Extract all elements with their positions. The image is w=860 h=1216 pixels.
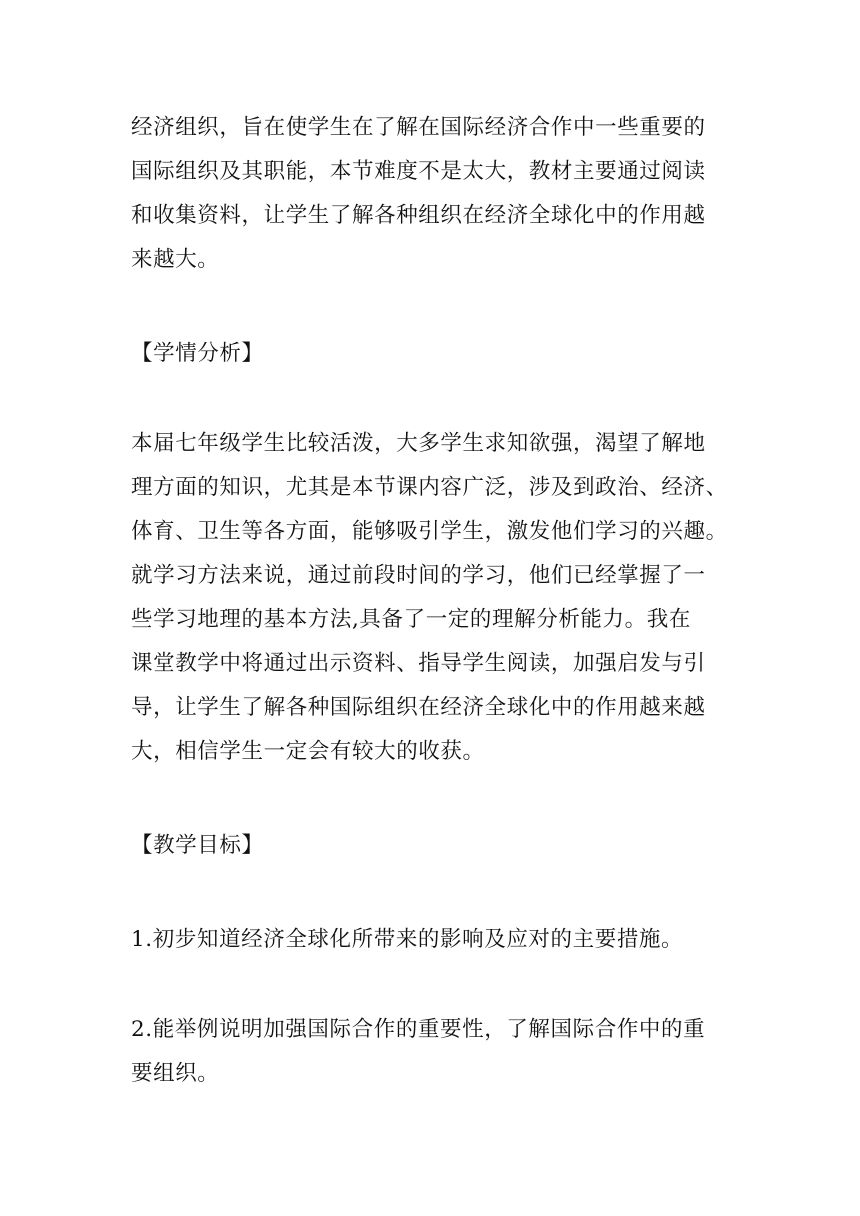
learning-analysis-line: 就学习方法来说，通过前段时间的学习，他们已经掌握了一 [131, 563, 706, 588]
learning-analysis-line: 课堂教学中将通过出示资料、指导学生阅读，加强启发与引 [131, 651, 706, 676]
learning-analysis-line: 导，让学生了解各种国际组织在经济全球化中的作用越来越 [131, 695, 706, 720]
learning-analysis-line: 大，相信学生一定会有较大的收获。 [131, 739, 485, 764]
teaching-goal-2-line: 要组织。 [131, 1061, 220, 1086]
learning-analysis-line: 理方面的知识，尤其是本节课内容广泛，涉及到政治、经济、 [131, 475, 728, 500]
learning-analysis-line: 些学习地理的基本方法,具备了一定的理解分析能力。我在 [131, 607, 691, 632]
intro-line: 和收集资料，让学生了解各种组织在经济全球化中的作用越 [131, 203, 706, 228]
intro-line: 国际组织及其职能，本节难度不是太大，教材主要通过阅读 [131, 159, 706, 184]
learning-analysis-line: 本届七年级学生比较活泼，大多学生求知欲强，渴望了解地 [131, 431, 706, 456]
section-heading-teaching-goals: 【教学目标】 [131, 833, 264, 858]
intro-line: 来越大。 [131, 247, 220, 272]
teaching-goal-1: 1.初步知道经济全球化所带来的影响及应对的主要措施。 [131, 927, 684, 952]
teaching-goal-2-line: 2.能举例说明加强国际合作的重要性，了解国际合作中的重 [131, 1017, 706, 1042]
section-heading-learning-analysis: 【学情分析】 [131, 341, 264, 366]
intro-line: 经济组织，旨在使学生在了解在国际经济合作中一些重要的 [131, 115, 706, 140]
learning-analysis-line: 体育、卫生等各方面，能够吸引学生，激发他们学习的兴趣。 [131, 519, 728, 544]
